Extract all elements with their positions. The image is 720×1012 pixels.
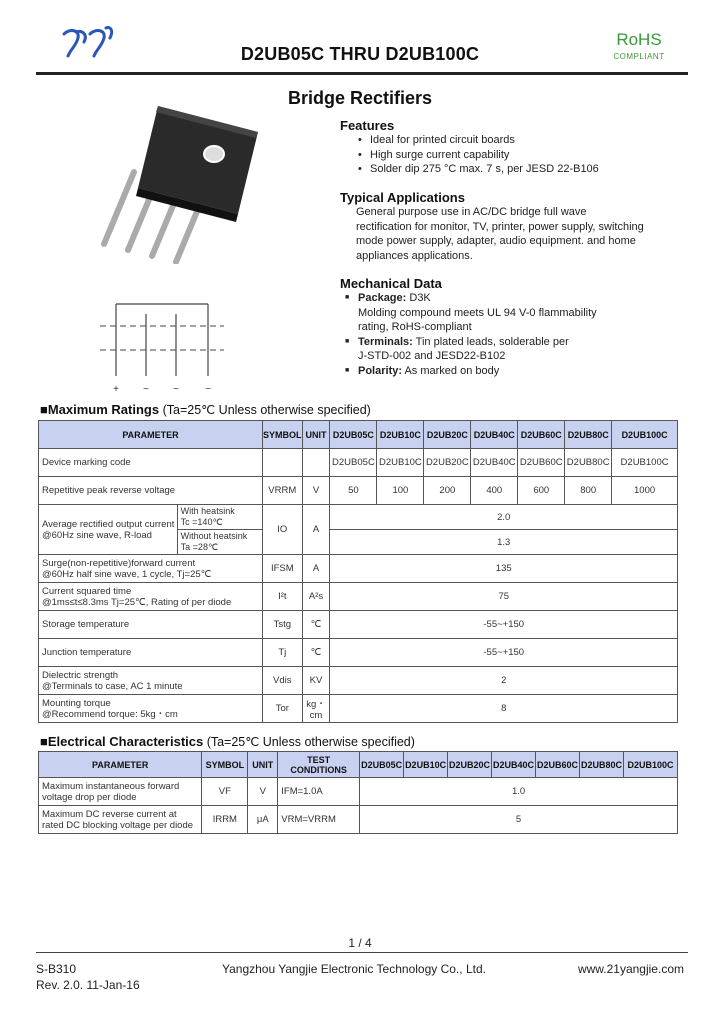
column-header: PARAMETER: [39, 752, 202, 778]
pin-label-ac2: ~: [173, 384, 179, 395]
max-ratings-condition: (Ta=25℃ Unless otherwise specified): [159, 403, 371, 417]
feature-item: • High surge current capability: [354, 148, 680, 163]
footer-divider: [36, 952, 688, 953]
table-row: Repetitive peak reverse voltage VRRM V 50 100 200 400 600 800 1000: [39, 477, 678, 505]
package-label: Package:: [358, 292, 407, 304]
column-header: D2UB10C: [377, 421, 424, 449]
features-list: [354, 133, 680, 177]
mechanical-list: [342, 291, 690, 379]
package-image: [86, 104, 266, 264]
table-row: Current squared time @1ms≤t≤8.3ms Tj=25℃, Rating of per diode I²t A²s 75: [39, 583, 678, 611]
column-header: SYMBOL: [263, 421, 303, 449]
table-row: Storage temperature Tstg ℃ -55~+150: [39, 611, 678, 639]
revision: Rev. 2.0. 11-Jan-16: [36, 978, 140, 992]
typical-line: rectification for monitor, TV, printer, power supply, switching: [356, 220, 644, 233]
typical-applications-heading: Typical Applications: [340, 190, 465, 205]
page-number: 1 / 4: [348, 936, 372, 950]
molding-line-2: rating, RoHS-compliant: [358, 321, 472, 334]
column-header: D2UB100C: [624, 752, 678, 778]
mechanical-data-section: [340, 276, 690, 379]
table-row: Maximum instantaneous forward voltage drop per diode VF V IFM=1.0A 1.0: [39, 778, 678, 806]
header-divider: [36, 72, 688, 75]
column-header: PARAMETER: [39, 421, 263, 449]
package-item: [342, 291, 690, 306]
feature-item: • Solder dip 275 °C max. 7 s, per JESD 22-B106: [354, 162, 680, 177]
column-header: D2UB80C: [580, 752, 624, 778]
elec-char-condition: (Ta=25℃ Unless otherwise specified): [203, 735, 415, 749]
table-row: Mounting torque @Recommend torque: 5kg・cm Tor kg・cm 8: [39, 695, 678, 723]
column-header: D2UB40C: [471, 421, 518, 449]
company-name: Yangzhou Yangjie Electronic Technology Co., Ltd.: [222, 962, 486, 976]
max-ratings-title: [40, 402, 371, 417]
pin-label-ac1: ~: [143, 384, 149, 395]
typical-applications-text: [356, 205, 690, 263]
terminals-line-2: J-STD-002 and JESD22-B102: [358, 350, 506, 363]
column-header: TEST CONDITIONS: [278, 752, 360, 778]
package-value: D3K: [406, 292, 431, 304]
table-header-row: [39, 752, 678, 778]
document-title: D2UB05C THRU D2UB100C: [240, 44, 480, 64]
table-row: Without heatsink Ta =28℃ 1.3: [39, 530, 678, 555]
max-ratings-heading: ■Maximum Ratings: [40, 402, 160, 417]
table-row: Device marking code D2UB05C D2UB10C D2UB20C D2UB40C D2UB60C D2UB80C D2UB100C: [39, 449, 678, 477]
features-section: [340, 118, 680, 177]
table-row: Average rectified output current @60Hz sine wave, R-load With heatsink Tc =140℃ IO A 2.0: [39, 505, 678, 530]
table-row: Maximum DC reverse current at rated DC blocking voltage per diode IRRM μA VRM=VRRM 5: [39, 806, 678, 834]
column-header: D2UB60C: [518, 421, 565, 449]
mechanical-data-heading: Mechanical Data: [340, 276, 442, 291]
column-header: D2UB100C: [612, 421, 678, 449]
table-row: Junction temperature Tj ℃ -55~+150: [39, 639, 678, 667]
column-header: D2UB20C: [424, 421, 471, 449]
rohs-label: RoHS: [616, 30, 662, 49]
document-number: S-B310: [36, 962, 77, 976]
column-header: D2UB40C: [492, 752, 536, 778]
pin-label-minus: −: [205, 384, 211, 395]
column-header: D2UB80C: [565, 421, 612, 449]
polarity-label: Polarity:: [358, 364, 403, 377]
features-heading: Features: [340, 118, 395, 133]
molding-line-1: Molding compound meets UL 94 V-0 flammability: [358, 306, 597, 319]
table-row: Surge(non-repetitive)forward current @60Hz half sine wave, 1 cycle, Tj=25℃ IFSM A 135: [39, 555, 678, 583]
column-header: UNIT: [248, 752, 278, 778]
typical-line: General purpose use in AC/DC bridge full wave: [356, 206, 587, 218]
elec-char-heading: ■Electrical Characteristics: [40, 734, 204, 749]
typical-line: mode power supply, adapter, audio equipment. and home: [356, 235, 636, 248]
pin-label-plus: +: [113, 384, 119, 395]
polarity-item: [342, 364, 690, 379]
elec-char-table: [38, 751, 678, 834]
column-header: SYMBOL: [202, 752, 248, 778]
column-header: D2UB60C: [536, 752, 580, 778]
terminals-label: Terminals:: [358, 335, 413, 348]
max-ratings-table: [38, 420, 678, 723]
table-header-row: [39, 421, 678, 449]
elec-char-title: [40, 734, 415, 749]
polarity-value: As marked on body: [402, 364, 500, 377]
typical-line: appliances applications.: [356, 249, 473, 262]
terminals-item: [342, 335, 690, 350]
column-header: D2UB20C: [448, 752, 492, 778]
product-title: Bridge Rectifiers: [287, 88, 433, 108]
feature-item: • Ideal for printed circuit boards: [354, 133, 680, 148]
terminals-value: Tin plated leads, solderable per: [412, 335, 569, 348]
typical-applications-section: [340, 190, 690, 263]
column-header: UNIT: [302, 421, 330, 449]
website-link[interactable]: www.21yangjie.com: [577, 962, 684, 976]
rohs-badge: [604, 30, 674, 61]
column-header: D2UB10C: [404, 752, 448, 778]
column-header: D2UB05C: [330, 421, 377, 449]
pin-schematic: [96, 290, 236, 402]
rohs-compliant-label: COMPLIANT: [613, 52, 665, 61]
column-header: D2UB05C: [360, 752, 404, 778]
table-row: Dielectric strength @Terminals to case, AC 1 minute Vdis KV 2: [39, 667, 678, 695]
